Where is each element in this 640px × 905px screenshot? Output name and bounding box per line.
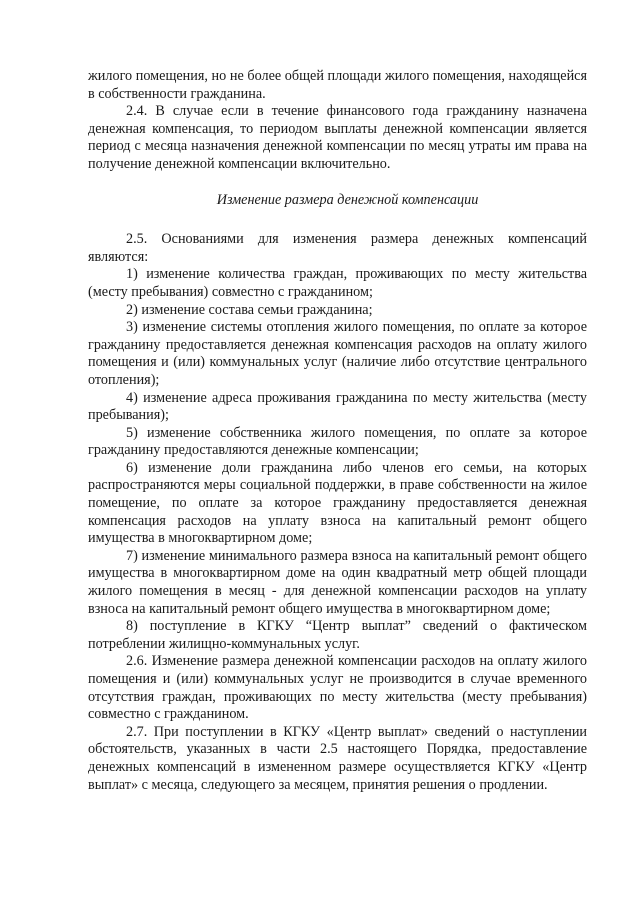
paragraph-2-6: 2.6. Изменение размера денежной компенсации расходов на оплату жилого помещения и (или) коммунальных услуг не производится в случае временного отсутствия граждан, проживающих по месту жительства (месту пребывания) совместно с гражданином.	[88, 653, 587, 723]
list-item-1: 1) изменение количества граждан, проживающих по месту жительства (месту пребывания) совместно с гражданином;	[88, 266, 587, 300]
list-item-5: 5) изменение собственника жилого помещения, по оплате за которое гражданину предоставляются денежные компенсации;	[88, 424, 587, 459]
list-item-3: 3) изменение системы отопления жилого помещения, по оплате за которое гражданину предоставляется денежная компенсация расходов на оплату жилого помещения и (или) коммунальных услуг (наличие либо отсутствие центрального отопления);	[88, 319, 587, 388]
paragraph-2-4: 2.4. В случае если в течение финансового года гражданину назначена денежная компенсация, то периодом выплаты денежной компенсации является период с месяца назначения денежной компенсации по месяц утраты им права на получение денежной компенсации включительно.	[88, 103, 587, 172]
paragraph-2-7: 2.7. При поступлении в КГКУ «Центр выплат» сведений о наступлении обстоятельств, указанных в части 2.5 настоящего Порядка, предоставление денежных компенсаций в измененном размере осуществляется КГКУ «Центр выплат» с месяца, следующего за месяцем, принятия решения о продлении.	[88, 723, 587, 793]
section-heading: Изменение размера денежной компенсации	[216, 191, 479, 208]
document-page	[88, 68, 587, 794]
list-item-4: 4) изменение адреса проживания гражданина по месту жительства (месту пребывания);	[88, 389, 587, 424]
paragraph-2-5: 2.5. Основаниями для изменения размера денежных компенсаций являются:	[88, 231, 587, 265]
list-item-6: 6) изменение доли гражданина либо членов его семьи, на которых распространяются меры социальной поддержки, в праве собственности на жилое помещение, по оплате за которое гражданину предоставляется денежная компенсация расходов на уплату взноса на капитальный ремонт общего имущества в многоквартирном доме;	[88, 459, 587, 547]
intro-continuation-paragraph: жилого помещения, но не более общей площади жилого помещения, находящейся в собственности гражданина.	[88, 68, 587, 102]
list-item-2: 2) изменение состава семьи гражданина;	[126, 301, 373, 318]
list-item-8: 8) поступление в КГКУ “Центр выплат” сведений о фактическом потреблении жилищно-коммунальных услуг.	[88, 618, 587, 652]
list-item-7: 7) изменение минимального размера взноса на капитальный ремонт общего имущества в многоквартирном доме на один квадратный метр общей площади жилого помещения в месяц - для денежной компенсации расходов на уплату взноса на капитальный ремонт общего имущества в многоквартирном доме;	[88, 547, 587, 617]
